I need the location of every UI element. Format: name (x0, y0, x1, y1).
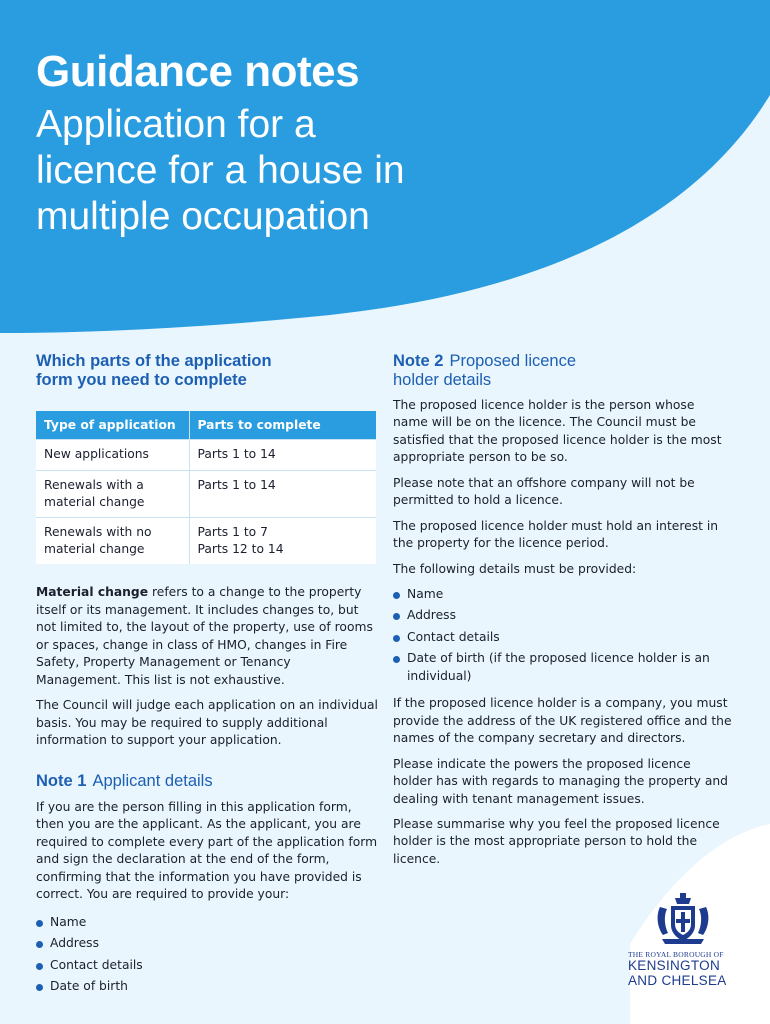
cell-line: Parts 12 to 14 (197, 542, 284, 557)
table-header-type: Type of application (36, 411, 189, 440)
note2-paragraph: Please note that an offshore company will not be permitted to hold a licence. (393, 475, 695, 508)
note2-paragraph: The following details must be provided: (393, 561, 637, 576)
note2-paragraph: The proposed licence holder is the person whose name will be on the licence. The Council must be satisfied that the proposed licence holder is the most appropriate person to be so. (393, 397, 722, 465)
table-cell-parts (189, 440, 376, 470)
list-item: Contact details (36, 957, 378, 974)
note2-paragraph: If the proposed licence holder is a company, you must provide the address of the UK registered office and the names of the company secretary and directors. (393, 696, 732, 746)
cell-line: New applications (44, 447, 149, 462)
note1-bullet-list (36, 914, 378, 996)
note2-heading (393, 352, 733, 391)
table-row (36, 518, 376, 565)
list-item: Name (393, 586, 733, 603)
parts-table (36, 411, 376, 565)
note2-paragraph: Please summarise why you feel the proposed licence holder is the most appropriate person to hold the licence. (393, 817, 720, 866)
page-title: Guidance notes (36, 47, 360, 96)
hero-header (36, 48, 596, 240)
right-column (393, 352, 733, 868)
subtitle-line: licence for a house in (36, 149, 405, 193)
table-header-parts: Parts to complete (189, 411, 376, 440)
logo-line: KENSINGTON (628, 958, 721, 973)
table-cell-parts (189, 518, 376, 565)
note2-paragraph: Please indicate the powers the proposed licence holder has with regards to managing the property and dealing with tenant management issues. (393, 756, 728, 806)
note2-title-line: Proposed licence (449, 352, 577, 370)
table-header-row (36, 411, 376, 440)
note1-heading (36, 772, 378, 791)
list-item: Address (393, 607, 733, 624)
logo-small-text: THE ROYAL BOROUGH OF (628, 950, 724, 959)
cell-line: Parts 1 to 7 (197, 525, 268, 540)
material-change-paragraph (36, 584, 378, 689)
note2-number: Note 2 (393, 352, 444, 370)
cell-line: Parts 1 to 14 (197, 477, 276, 492)
subtitle-line: Application for a (36, 103, 316, 147)
note1-body: If you are the person filling in this application form, then you are the applicant. As the applicant, you are required to complete every part of the application form and sign the declaration at the end of the form, confirming that the information you have provided is correct. You are required to provide your: (36, 800, 378, 902)
table-cell-parts (189, 470, 376, 517)
cell-line: Parts 1 to 14 (197, 447, 276, 462)
cell-line: material change (44, 494, 145, 509)
borough-logo (628, 893, 738, 989)
cell-line: Renewals with a (44, 477, 144, 492)
note2-title-line: holder details (393, 371, 492, 390)
cell-line: material change (44, 542, 145, 557)
table-row (36, 470, 376, 517)
heading-line: Which parts of the application (36, 352, 272, 370)
table-row (36, 440, 376, 470)
list-item: Date of birth (if the proposed licence holder is an individual) (393, 650, 733, 685)
list-item: Date of birth (36, 978, 378, 995)
cell-line: Renewals with no (44, 525, 152, 540)
parts-section-heading (36, 352, 378, 391)
table-cell-type (36, 470, 189, 517)
table-cell-type (36, 440, 189, 470)
table-cell-type (36, 518, 189, 565)
material-change-term: Material change (36, 585, 149, 600)
list-item: Contact details (393, 629, 733, 646)
page-subtitle (36, 102, 596, 240)
material-change-text: refers to a change to the property itself or its management. It includes changes to, but not limited to, the layout of the property, use of rooms or spaces, change in class of HMO, changes in Fire Safety, Property Management or Tenancy Management. This list is not exhaustive. (36, 585, 373, 687)
heading-line: form you need to complete (36, 371, 247, 390)
left-column (36, 352, 378, 1000)
coat-of-arms-icon (654, 893, 712, 945)
note1-title: Applicant details (92, 771, 213, 790)
subtitle-line: multiple occupation (36, 195, 370, 239)
list-item: Address (36, 935, 378, 952)
note2-paragraph: The proposed licence holder must hold an interest in the property for the licence period. (393, 518, 719, 551)
council-paragraph: The Council will judge each application on an individual basis. You may be required to supply additional information to support your application. (36, 698, 378, 748)
note2-bullet-list (393, 586, 733, 685)
logo-line: AND CHELSEA (628, 972, 727, 988)
note1-number: Note 1 (36, 771, 87, 790)
list-item: Name (36, 914, 378, 931)
